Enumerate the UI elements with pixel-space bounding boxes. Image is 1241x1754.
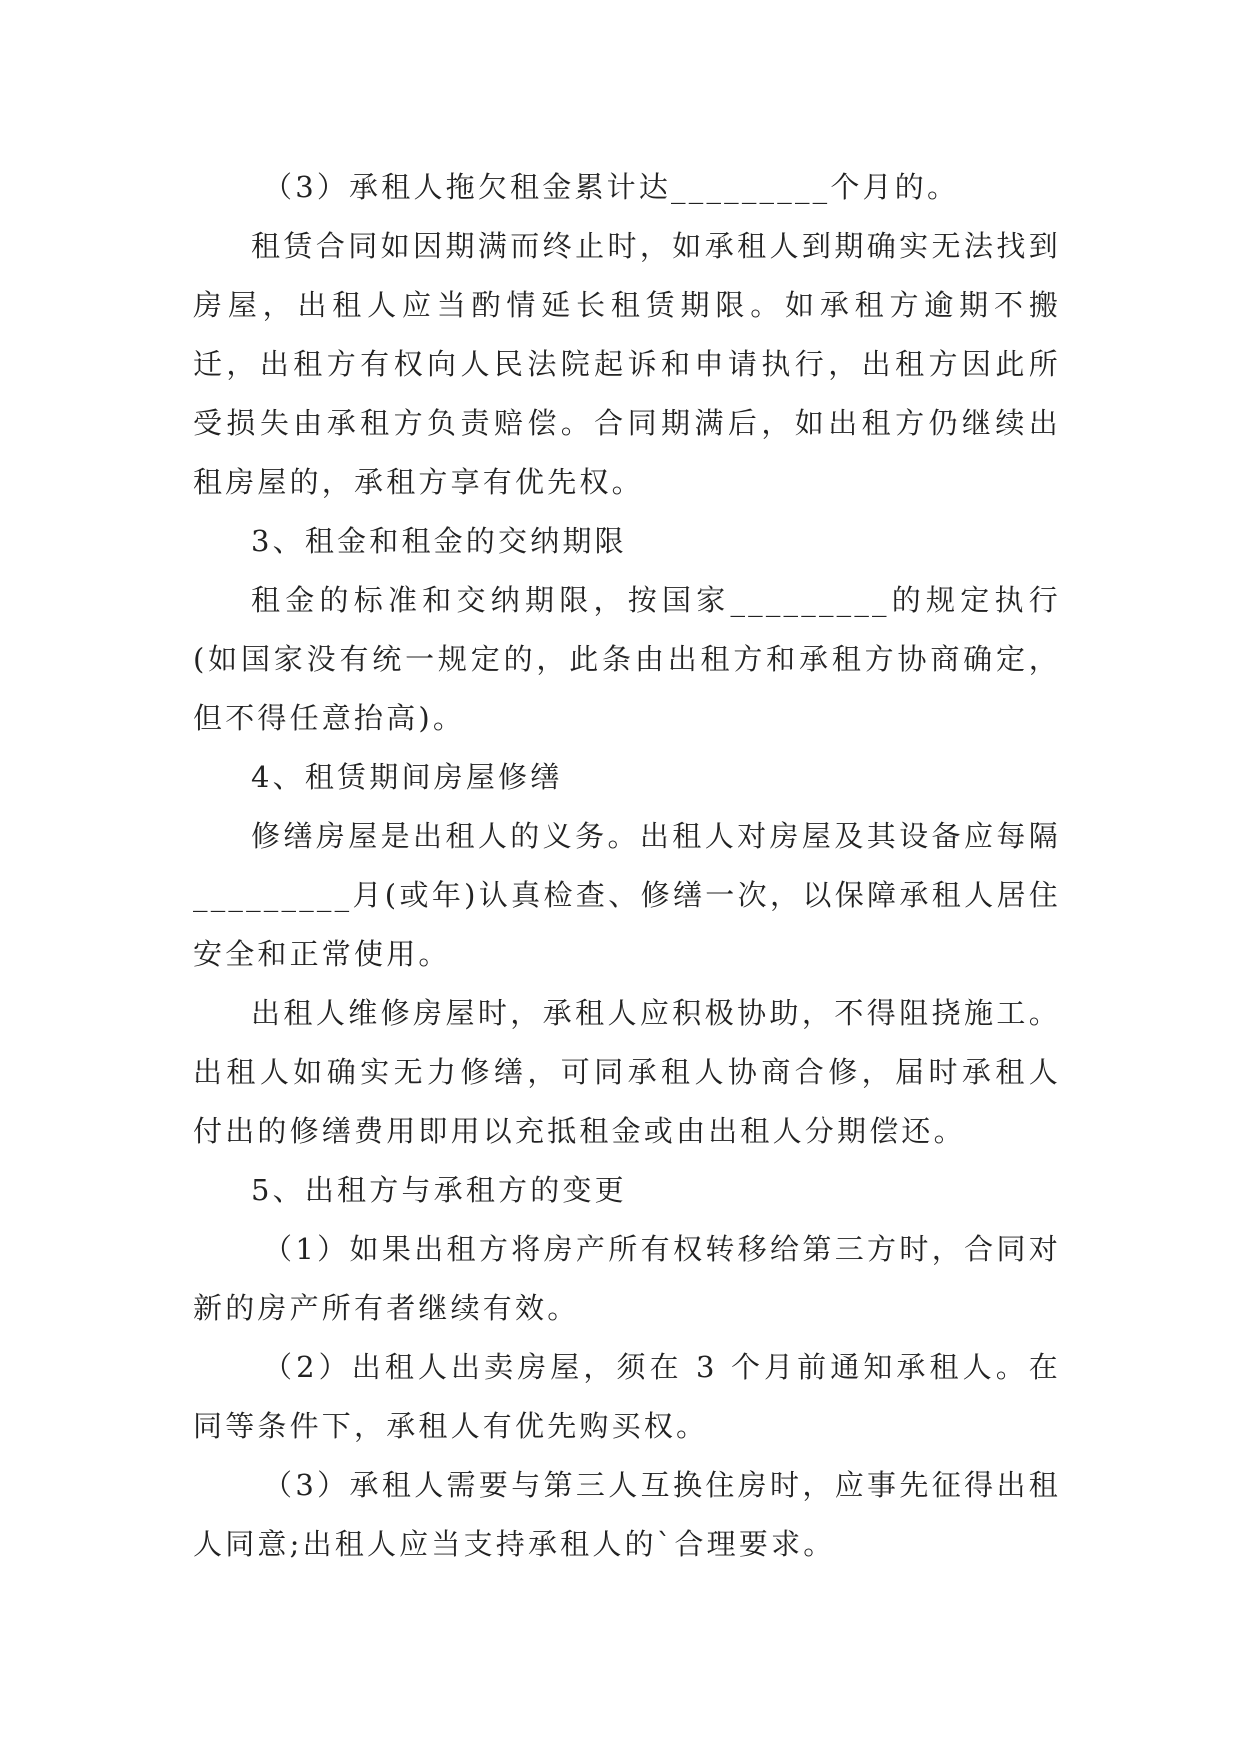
clause-5-2-paragraph: （2）出租人出卖房屋，须在 3 个月前通知承租人。在同等条件下，承租人有优先购买权。 (193, 1350, 1061, 1443)
repair-duty-paragraph: 修缮房屋是出租人的义务。出租人对房屋及其设备应每隔_________月(或年)认真检查、修缮一次，以保障承租人居住安全和正常使用。 (193, 819, 1061, 971)
rent-standard-paragraph: 租金的标准和交纳期限，按国家_________的规定执行(如国家没有统一规定的，此条由出租方和承租方协商确定，但不得任意抬高)。 (193, 583, 1061, 735)
section-3-heading: 3、租金和租金的交纳期限 (251, 524, 627, 558)
section-4-heading: 4、租赁期间房屋修缮 (251, 760, 563, 794)
clause-3-3-paragraph: （3）承租人拖欠租金累计达_________个月的。 (263, 170, 960, 204)
document-body (193, 158, 1061, 1574)
clause-5-1-paragraph: （1）如果出租方将房产所有权转移给第三方时，合同对新的房产所有者继续有效。 (193, 1232, 1061, 1325)
section-5-heading: 5、出租方与承租方的变更 (251, 1173, 627, 1207)
lease-expiry-paragraph: 租赁合同如因期满而终止时，如承租人到期确实无法找到房屋，出租人应当酌情延长租赁期限。如承租方逾期不搬迁，出租方有权向人民法院起诉和申请执行，出租方因此所受损失由承租方负责赔偿。合同期满后，如出租方仍继续出租房屋的，承租方享有优先权。 (193, 229, 1061, 499)
repair-cooperation-paragraph: 出租人维修房屋时，承租人应积极协助，不得阻挠施工。出租人如确实无力修缮，可同承租人协商合修，届时承租人付出的修缮费用即用以充抵租金或由出租人分期偿还。 (193, 996, 1061, 1148)
clause-5-3-paragraph: （3）承租人需要与第三人互换住房时，应事先征得出租人同意;出租人应当支持承租人的`合理要求。 (193, 1468, 1061, 1561)
